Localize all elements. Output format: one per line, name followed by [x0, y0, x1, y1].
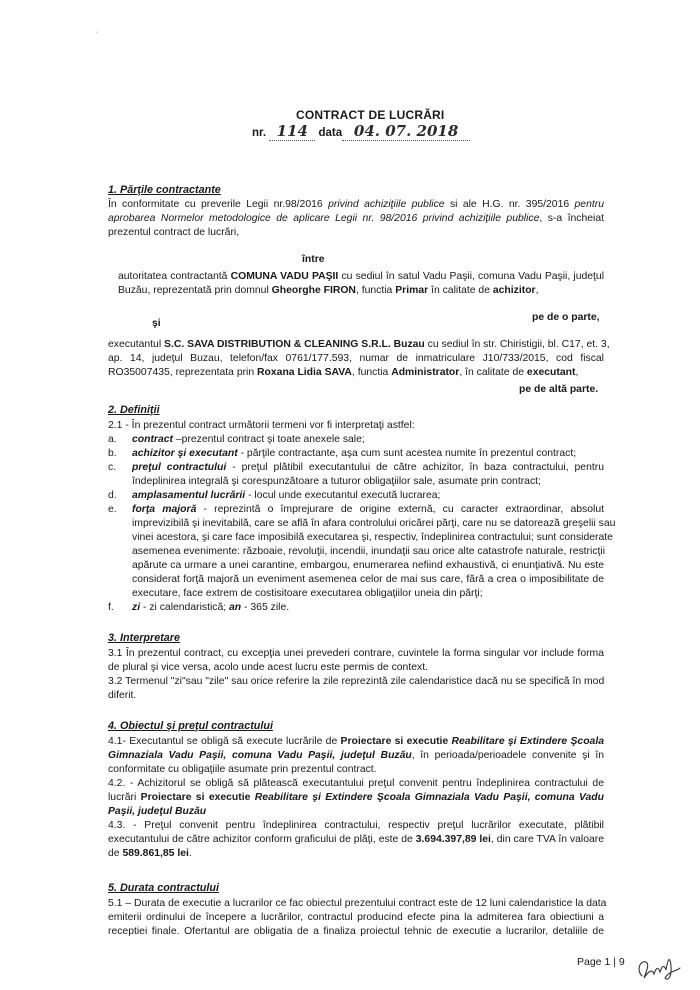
s2-intro: 2.1 - În prezentul contract următorii termeni vor fi interpretaţi astfel: [108, 420, 415, 431]
section-5-paragraph: 5.1 – Durata de executie a lucrarilor ce fac obiectul prezentului contract este de 12 luni calendaristice la data emiterii ordinului de începere a lucrărilor, contractul producind efecte pina la admiterea fara obiectiuni a receptiei finale. Ofertantul are obligatia de a finaliza proiectul tehnic de executie a lucrarilor, detaliile de [108, 898, 607, 937]
achizitor-paragraph: autoritatea contractantă COMUNA VADU PAŞII cu sediul în satul Vadu Paşii, comuna Vadu Paşii, judeţul Buzău, reprezentată prin domnul Gheorghe FIRON, functia Primar în calitate de achizitor, [118, 271, 605, 296]
contract-title: CONTRACT DE LUCRĂRI [296, 108, 445, 122]
page-number: Page 1 | 9 [577, 956, 625, 968]
section-5-heading: 5. Durata contractului [108, 882, 219, 894]
nr-label: nr. [252, 127, 267, 139]
s1-line-2: aprobarea Normelor metodologice de aplicare Legii nr. 98/2016 privind achiziţiile publice, s-a încheiat [108, 213, 604, 224]
intre-label: între [302, 254, 325, 265]
section-2-heading: 2. Definiţii [108, 404, 160, 416]
scan-mark: ' [96, 30, 98, 40]
pe-de-alta-parte: pe de altă parte. [519, 384, 599, 395]
executant-paragraph: executantul S.C. SAVA DISTRIBUTION & CLEANING S.R.L. Buzau cu sediul în str. Chiristigii, bl. C17, et. 3, ap. 14, judeţul Buzau, telefon/fax 0761/177.593, numar de inmatriculare J10/733/2015, cod fiscal RO35007435, reprezentata prin Roxana Lidia SAVA, functia Administrator, în calitate de executant, [108, 339, 610, 378]
definition-c: c. preţul contractului - preţul plătibil executantului de către achizitor, în baza contractului, pentru îndeplinirea integrală şi corespunzătoare a tuturor obligaţiilor sale, asumate prin contract; [108, 462, 604, 487]
section-1-paragraph [108, 198, 604, 240]
section-4-heading: 4. Obiectul şi preţul contractului [108, 720, 273, 732]
section-3-heading: 3. Interpretare [108, 632, 181, 644]
contract-number-handwritten: 114 [269, 122, 315, 141]
section-4-paragraph: 4.1- Executantul se obligă să execute lucrările de Proiectare si executie Reabilitare şi Extindere Şcoala Gimnaziala Vadu Paşii, comuna Vadu Paşii, judeţul Buzău, în perioada/perioadele convenite şi în conformitate cu obligaţiile asumate prin prezentul contract. 4.2. - Achizitorul se obligă să plătească executantului preţul convenit pentru îndeplinirea contractului de lucrări Proiectare si executie Reabilitare şi Extindere Şcoala Gimnaziala Vadu Paşii, comuna Vadu Paşii, judeţul Buzău 4.3. - Preţul convenit pentru îndeplinirea contractului, respectiv preţul lucrărilor executate, plătibil executantului de către achizitor conform graficului de plăţi, este de 3.694.397,89 lei, din care TVA în valoare de 589.861,85 lei. [108, 736, 605, 859]
section-3-paragraph: 3.1 În prezentul contract, cu excepţia unei prevederi contrare, cuvintele la forma singular vor include forma de plural şi vice versa, acolo unde acest lucru este permis de context. 3.2 Termenul "zi"sau "zile" sau orice referire la zile reprezintă zile calendaristice dacă nu se specifică în mod diferit. [108, 648, 605, 701]
definition-d: d. amplasamentul lucrării - locul unde executantul execută lucrarea; [108, 490, 441, 501]
contract-date-handwritten: 04. 07. 2018 [342, 122, 470, 141]
definition-f: f. zi - zi calendaristică; an - 365 zile. [108, 602, 290, 613]
contract-number-line [252, 122, 470, 141]
s1-line-1: În conformitate cu preverile Legii nr.98/2016 privind achiziţiile publice si ale H.G. nr. 395/2016 pentru [108, 199, 604, 210]
section-1-heading: 1. Părţile contractante [108, 184, 221, 196]
definition-b: b. achizitor şi executant - părţile contractante, aşa cum sunt acestea numite în prezentul contract; [108, 448, 577, 459]
si-label: şi [152, 318, 161, 329]
pe-de-o-parte: pe de o parte, [532, 312, 600, 323]
definition-a: a. contract –prezentul contract şi toate anexele sale; [108, 434, 365, 445]
s1-line-3: prezentul contract de lucrări, [108, 227, 240, 238]
handwritten-signature [632, 952, 692, 986]
definition-e: e. forţa majoră - reprezintă o împrejurare de origine externă, cu caracter extraordinar, absolut imprevizibilă şi inevitabilă, care se află în afara controlului oricărei părţi, care nu se datorează greşelii sau vinei acestora, şi care face imposibilă executarea şi, respectiv, îndeplinirea contractului; sunt considerate asemenea evenimente: războaie, revoluţii, incendii, inundaţii sau orice alte catastrofe naturale, restricţii apărute ca urmare a unei carantine, embargou, enumerarea nefiind exhaustivă, ci enunţiativă. Nu este considerat forţă majoră un eveniment asemenea celor de mai sus care, fără a crea o imposibilitate de executare, face extrem de costisitoare executarea obligaţiilor uneia din părţi; [108, 504, 616, 599]
date-label: data [318, 127, 343, 139]
